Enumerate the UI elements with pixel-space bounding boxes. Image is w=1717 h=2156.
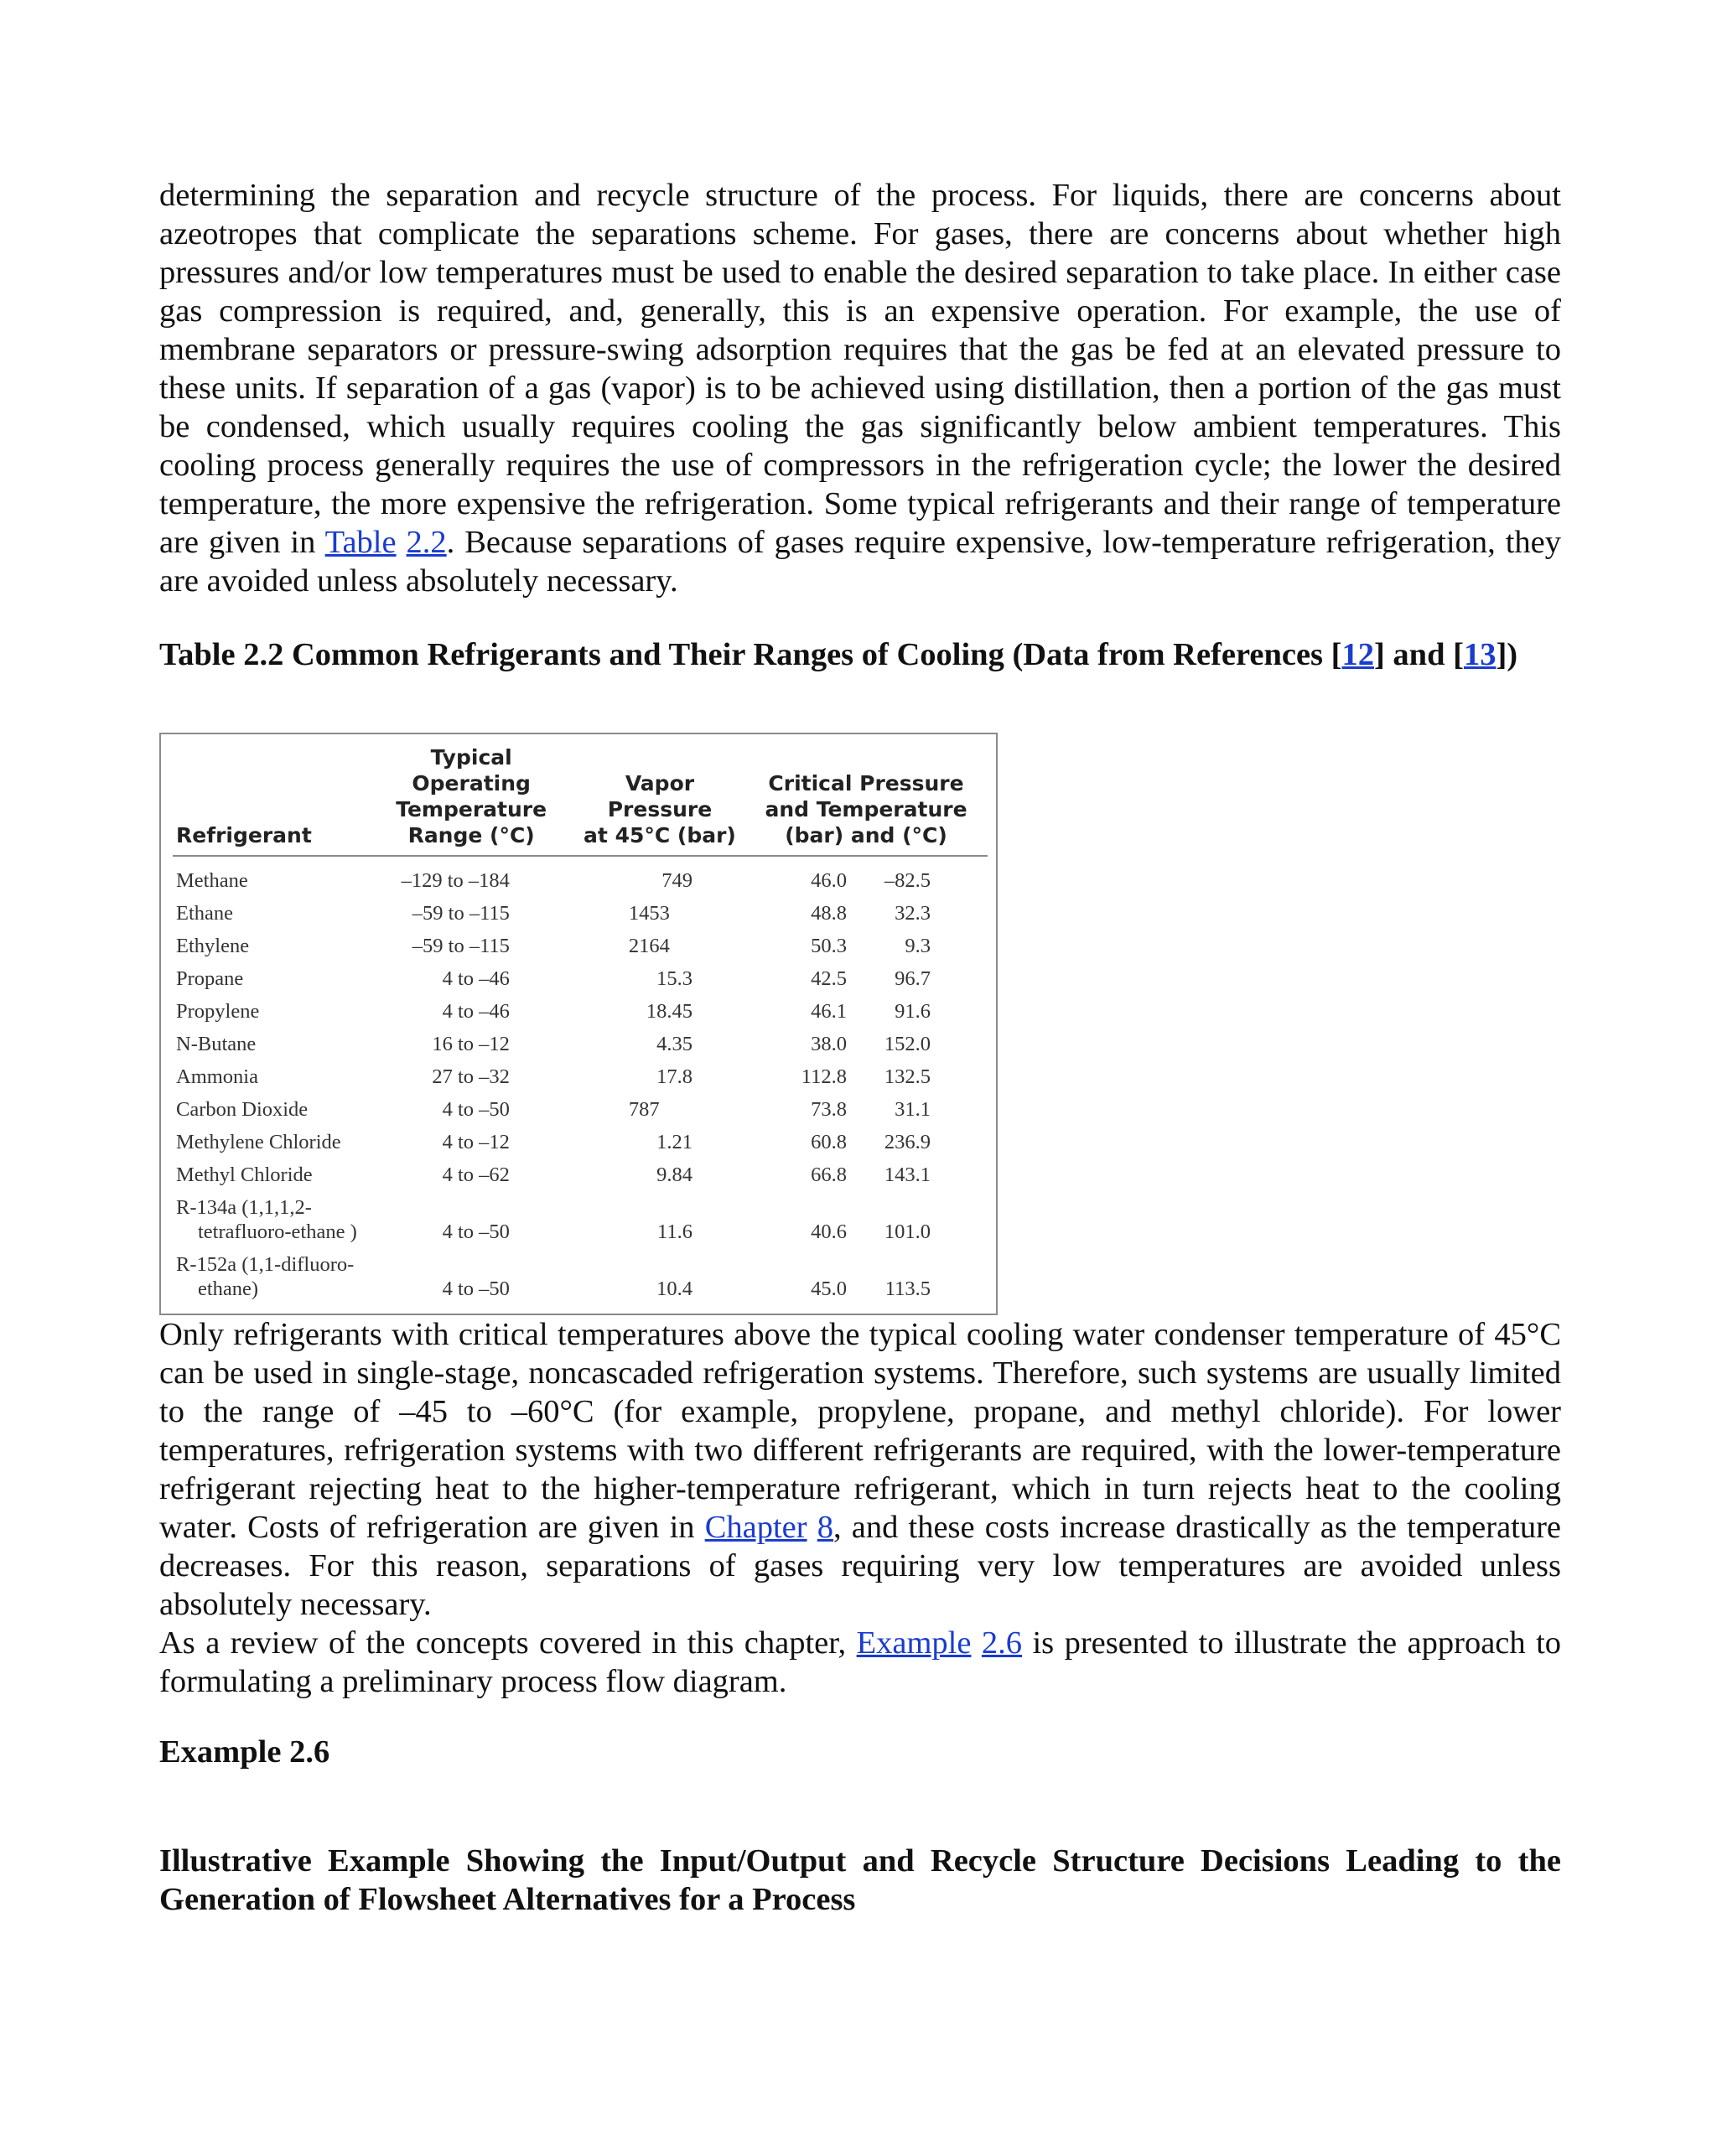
cell-critical	[744, 1028, 988, 1060]
cell-vapor-pressure: 1453	[628, 902, 670, 925]
cell-critical	[744, 1158, 988, 1191]
cell-refrigerant: Ethylene	[176, 935, 250, 957]
header-vapor-line-2: at 45°C (bar)	[584, 823, 736, 847]
cell-critical	[744, 930, 988, 962]
paragraph-intro-text-end: . Because separations of gases require expensive, low-temperature refrigeration, they are avoided unless absolutely necessary.	[159, 525, 1561, 599]
cell-critical	[744, 1126, 988, 1158]
cell-critical-temperature: 132.5	[884, 1065, 931, 1088]
reference-link-12[interactable]: 12	[1341, 637, 1374, 672]
header-vapor-line-1: Vapor Pressure	[607, 771, 713, 821]
cell-temperature-range: –59 to –115	[412, 935, 510, 957]
cell-temperature-range: 16 to –12	[432, 1033, 510, 1055]
cell-critical	[744, 962, 988, 995]
cell-vapor-pressure: 1.21	[656, 1131, 693, 1153]
header-temperature-line-2: Temperature Range (°C)	[396, 797, 547, 847]
cell-refrigerant: Methane	[176, 869, 248, 892]
paragraph-refrigeration	[159, 1315, 1561, 1624]
table-header-row	[173, 741, 988, 856]
table-body	[173, 856, 988, 1305]
table-row	[173, 1191, 988, 1248]
paragraph-refrigeration-text-end: , and these costs increase drastically as the temperature decreases. For this reason, separations of gases requiring very low temperatures are avoided unless absolutely necessary.	[159, 1509, 1562, 1622]
header-critical-line-2: and Temperature	[765, 797, 967, 821]
cell-critical-temperature: 31.1	[895, 1098, 931, 1121]
cell-critical-pressure: 73.8	[811, 1098, 847, 1121]
refrigerant-table	[173, 741, 988, 1305]
cell-refrigerant-line-1: R-134a (1,1,1,2-	[176, 1196, 312, 1219]
cell-refrigerant-name	[176, 1195, 364, 1244]
cell-critical-pressure: 46.0	[811, 869, 847, 892]
table-link[interactable]: Table	[324, 525, 397, 560]
example-title: Illustrative Example Showing the Input/Output and Recycle Structure Decisions Leading to the Generation of Flowsheet Alternatives for a Process	[159, 1842, 1561, 1917]
cell-refrigerant: N-Butane	[176, 1033, 257, 1055]
table-row	[173, 1248, 988, 1305]
paragraph-review	[159, 1624, 1561, 1701]
cell-vapor-pressure: 2164	[628, 935, 670, 957]
cell-critical	[744, 856, 988, 897]
cell-temperature-range: 4 to –46	[442, 967, 510, 990]
cell-temperature-range: 4 to –50	[442, 1098, 510, 1121]
cell-vapor-pressure: 9.84	[656, 1164, 693, 1186]
cell-critical	[744, 1060, 988, 1093]
header-temperature-line-1: Typical Operating	[412, 745, 531, 796]
paragraph-review-text-end: is presented to illustrate the approach to formulating a preliminary process flow diagram.	[159, 1625, 1562, 1699]
header-temperature-range	[367, 741, 575, 856]
cell-critical-pressure: 46.1	[811, 1000, 847, 1023]
cell-refrigerant: Carbon Dioxide	[176, 1098, 309, 1121]
cell-refrigerant: Methylene Chloride	[176, 1131, 341, 1153]
table-number-link[interactable]: 2.2	[406, 525, 447, 560]
cell-refrigerant: Methyl Chloride	[176, 1164, 313, 1186]
cell-refrigerant-line-1: R-152a (1,1-difluoro-	[176, 1253, 355, 1276]
cell-refrigerant: Propane	[176, 967, 244, 990]
table-row	[173, 962, 988, 995]
cell-refrigerant-line-2: tetrafluoro-ethane )	[198, 1221, 357, 1243]
cell-critical-temperature: 113.5	[884, 1278, 931, 1300]
cell-refrigerant: Ethane	[176, 902, 234, 925]
cell-critical-pressure: 38.0	[811, 1033, 847, 1055]
header-critical-line-3: (bar) and (°C)	[785, 823, 947, 847]
cell-critical	[744, 897, 988, 930]
cell-temperature-range: 4 to –46	[442, 1000, 510, 1023]
table-row	[173, 856, 988, 897]
cell-vapor-pressure: 18.45	[646, 1000, 693, 1023]
table-row	[173, 897, 988, 930]
example-link[interactable]: Example	[856, 1625, 972, 1661]
cell-temperature-range: 27 to –32	[432, 1065, 510, 1088]
cell-critical	[744, 1191, 988, 1248]
chapter-link[interactable]: Chapter	[704, 1509, 807, 1545]
cell-critical-pressure: 60.8	[811, 1131, 847, 1153]
cell-critical-temperature: 91.6	[895, 1000, 931, 1023]
cell-refrigerant	[173, 1191, 367, 1248]
cell-vapor-pressure: 10.4	[656, 1278, 693, 1300]
table-caption-text: Table 2.2 Common Refrigerants and Their Ranges of Cooling (Data from References [	[159, 637, 1342, 672]
paragraph-review-text: As a review of the concepts covered in this chapter,	[159, 1625, 857, 1661]
cell-vapor-pressure: 15.3	[656, 967, 693, 990]
header-critical	[744, 741, 988, 856]
header-critical-line-1: Critical Pressure	[768, 771, 964, 796]
cell-critical-temperature: 9.3	[905, 935, 931, 957]
table-row	[173, 1060, 988, 1093]
cell-critical-temperature: 96.7	[895, 967, 931, 990]
cell-critical-pressure: 112.8	[801, 1065, 847, 1088]
cell-critical-temperature: –82.5	[884, 869, 931, 892]
cell-vapor-pressure: 17.8	[656, 1065, 693, 1088]
table-row	[173, 930, 988, 962]
cell-refrigerant-name	[176, 1252, 364, 1301]
cell-refrigerant-line-2: ethane)	[198, 1278, 259, 1300]
cell-critical-temperature: 152.0	[884, 1033, 931, 1055]
cell-vapor-pressure: 787	[628, 1098, 660, 1121]
chapter-number-link[interactable]: 8	[817, 1509, 833, 1545]
cell-critical-temperature: 236.9	[884, 1131, 931, 1153]
cell-critical-pressure: 48.8	[811, 902, 847, 925]
table-row	[173, 1158, 988, 1191]
example-heading: Example 2.6	[159, 1734, 330, 1770]
reference-link-13[interactable]: 13	[1463, 637, 1497, 672]
cell-vapor-pressure: 749	[661, 869, 693, 892]
cell-critical-temperature: 32.3	[895, 902, 931, 925]
cell-critical-pressure: 40.6	[811, 1221, 847, 1243]
cell-vapor-pressure: 4.35	[656, 1033, 693, 1055]
table-caption	[159, 635, 1561, 674]
cell-temperature-range: 4 to –50	[442, 1278, 510, 1300]
cell-critical	[744, 1093, 988, 1126]
cell-critical	[744, 1248, 988, 1305]
cell-temperature-range: –129 to –184	[401, 869, 510, 892]
cell-critical-pressure: 66.8	[811, 1164, 847, 1186]
table-row	[173, 995, 988, 1028]
table-row	[173, 1028, 988, 1060]
cell-refrigerant: Propylene	[176, 1000, 260, 1023]
cell-critical-temperature: 101.0	[884, 1221, 931, 1243]
cell-temperature-range: 4 to –62	[442, 1164, 510, 1186]
table-caption-end: ])	[1496, 637, 1518, 672]
paragraph-intro-text: determining the separation and recycle structure of the process. For liquids, there are concerns about azeotropes that complicate the separations scheme. For gases, there are concerns about whether high pressures and/or low temperatures must be used to enable the desired separation to take place. In either case gas compression is required, and, generally, this is an expensive operation. For example, the use of membrane separators or pressure-swing adsorption requires that the gas be fed at an elevated pressure to these units. If separation of a gas (vapor) is to be achieved using distillation, then a portion of the gas must be condensed, which usually requires cooling the gas significantly below ambient temperatures. This cooling process generally requires the use of compressors in the refrigeration cycle; the lower the desired temperature, the more expensive the refrigeration. Some typical refrigerants and their range of temperature are given in	[159, 178, 1561, 560]
cell-refrigerant	[173, 1248, 367, 1305]
cell-temperature-range: 4 to –12	[442, 1131, 510, 1153]
table-caption-mid: ] and [	[1373, 637, 1464, 672]
paragraph-refrigeration-text: Only refrigerants with critical temperatures above the typical cooling water condenser temperature of 45°C can be used in single-stage, noncascaded refrigeration systems. Therefore, such systems are usually limited to the range of –45 to –60°C (for example, propylene, propane, and methyl chloride). For lower temperatures, refrigeration systems with two different refrigerants are required, with the lower-temperature refrigerant rejecting heat to the higher-temperature refrigerant, which in turn rejects heat to the cooling water. Costs of refrigeration are given in	[159, 1316, 1561, 1545]
cell-critical-pressure: 45.0	[811, 1278, 847, 1300]
cell-critical-temperature: 143.1	[884, 1164, 931, 1186]
paragraph-intro	[159, 176, 1561, 600]
refrigerant-table-frame	[159, 733, 998, 1315]
header-vapor-pressure	[575, 741, 744, 856]
cell-temperature-range: 4 to –50	[442, 1221, 510, 1243]
page-content	[159, 176, 1561, 1919]
cell-temperature-range: –59 to –115	[412, 902, 510, 925]
table-row	[173, 1126, 988, 1158]
table-row	[173, 1093, 988, 1126]
example-number-link[interactable]: 2.6	[981, 1625, 1023, 1661]
cell-critical-pressure: 50.3	[811, 935, 847, 957]
cell-refrigerant: Ammonia	[176, 1065, 258, 1088]
cell-critical-pressure: 42.5	[811, 967, 847, 990]
cell-critical	[744, 995, 988, 1028]
header-refrigerant: Refrigerant	[173, 741, 367, 856]
cell-vapor-pressure: 11.6	[657, 1221, 693, 1243]
